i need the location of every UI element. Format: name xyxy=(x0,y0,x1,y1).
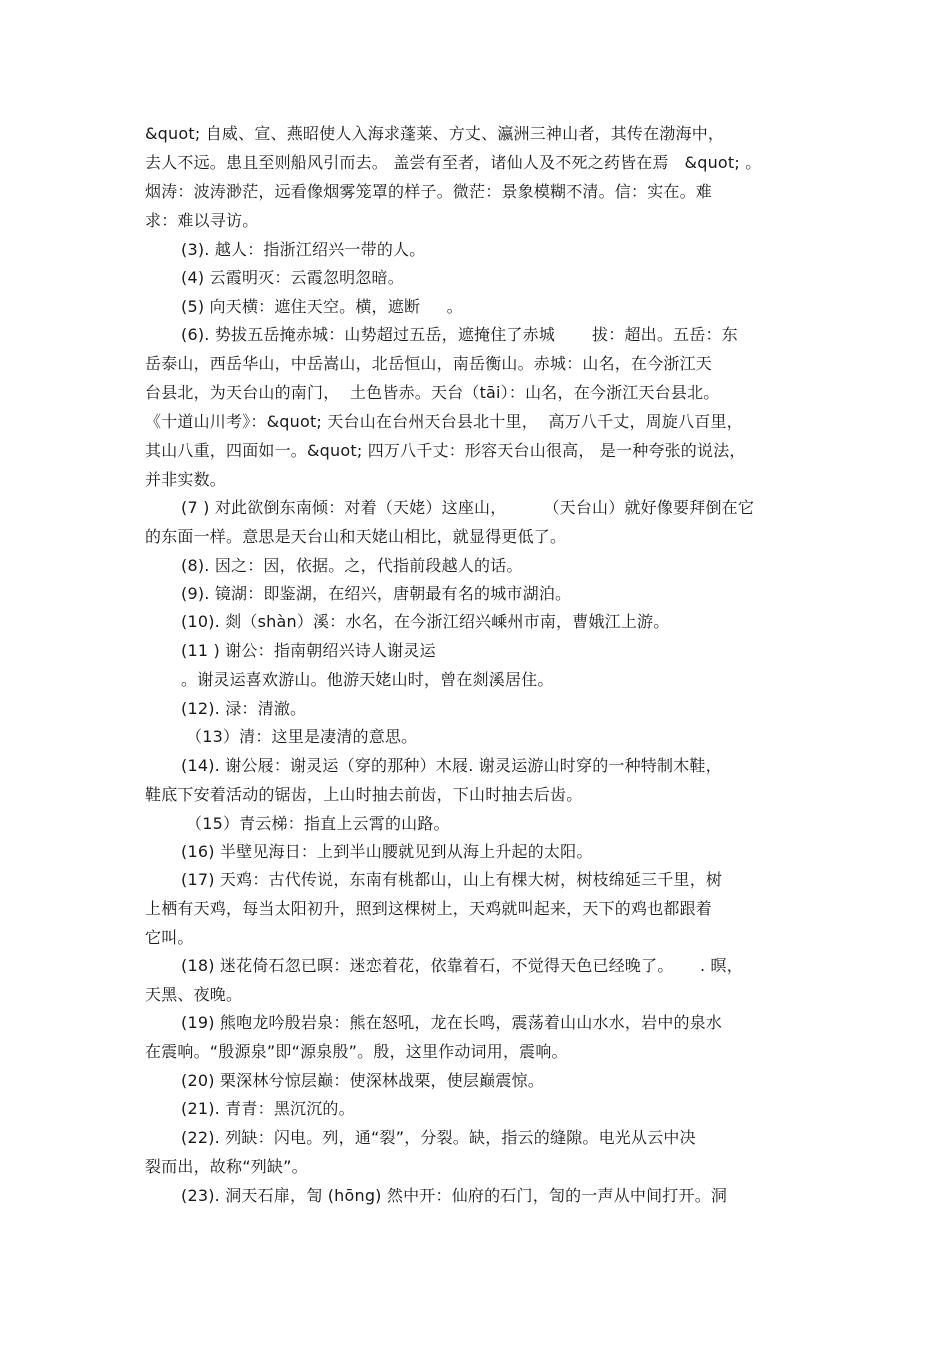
text-line: (21). 青青：黑沉沉的。 xyxy=(181,1099,355,1118)
text-line: 。谢灵运喜欢游山。他游天姥山时，曾在剡溪居住。 xyxy=(181,670,554,689)
text-line: 鞋底下安着活动的锯齿，上山时抽去前齿，下山时抽去后齿。 xyxy=(145,785,583,804)
text-line: (22). 列缺：闪电。列，通“裂”，分裂。缺，指云的缝隙。电光从云中决 xyxy=(181,1128,696,1147)
text-line: 天黑、夜晚。 xyxy=(145,985,243,1004)
text-line: 烟涛：波涛渺茫，远看像烟雾笼罩的样子。微茫：景象模糊不清。信：实在。难 xyxy=(145,182,713,201)
text-line: (7 ) 对此欲倒东南倾：对着（天姥）这座山， （天台山）就好像要拜倒在它 xyxy=(181,498,755,517)
text-line: 上栖有天鸡，每当太阳初升，照到这棵树上，天鸡就叫起来，天下的鸡也都跟着 xyxy=(145,899,713,918)
text-line: (11 ) 谢公：指南朝绍兴诗人谢灵运 xyxy=(181,641,436,660)
text-line: 它叫。 xyxy=(145,928,194,947)
text-line: (17) 天鸡：古代传说，东南有桃都山，山上有棵大树，树枝绵延三千里，树 xyxy=(181,870,723,889)
text-line: (6). 势拔五岳掩赤城：山势超过五岳，遮掩住了赤城 拔：超出。五岳：东 xyxy=(181,325,738,344)
text-line: 并非实数。 xyxy=(145,470,227,489)
text-line: 求：难以寻访。 xyxy=(145,211,259,230)
text-line: 《十道山川考》：&quot; 天台山在台州天台县北十里， 高万八千丈，周旋八百里， xyxy=(145,412,743,431)
text-line: (18) 迷花倚石忽已暝：迷恋着花，依靠着石，不觉得天色已经晚了。 . 暝， xyxy=(181,956,743,975)
text-line: (4) 云霞明灭：云霞忽明忽暗。 xyxy=(181,268,404,287)
text-line: (14). 谢公屐：谢灵运（穿的那种）木屐. 谢灵运游山时穿的一种特制木鞋， xyxy=(181,756,722,775)
text-line: (12). 渌：清澈。 xyxy=(181,699,307,718)
text-line: (20) 栗深林兮惊层巅：使深林战栗，使层巅震惊。 xyxy=(181,1071,544,1090)
text-line: 裂而出，故称“列缺”。 xyxy=(145,1157,308,1176)
text-line: &quot; 自威、宣、燕昭使人入海求蓬莱、方丈、瀛洲三神山者，其传在渤海中， xyxy=(145,124,725,143)
text-line: （15）青云梯：指直上云霄的山路。 xyxy=(186,814,450,833)
text-line: (3). 越人：指浙江绍兴一带的人。 xyxy=(181,240,426,259)
text-line: (9). 镜湖：即鉴湖，在绍兴，唐朝最有名的城市湖泊。 xyxy=(181,584,572,603)
text-line: 去人不远。患且至则船风引而去。 盖尝有至者，诸仙人及不死之药皆在焉 &quot; 。 xyxy=(145,153,762,172)
text-line: 其山八重，四面如一。&quot; 四万八千丈：形容天台山很高， 是一种夸张的说法， xyxy=(145,441,746,460)
text-line: （13）清：这里是凄清的意思。 xyxy=(186,727,418,746)
text-line: (10). 剡（shàn）溪：水名，在今浙江绍兴嵊州市南，曹娥江上游。 xyxy=(181,612,670,631)
text-line: 岳泰山，西岳华山，中岳嵩山，北岳恒山，南岳衡山。赤城：山名，在今浙江天 xyxy=(145,354,713,373)
text-line: (23). 洞天石扉，訇 (hōng) 然中开：仙府的石门，訇的一声从中间打开。洞 xyxy=(181,1186,728,1205)
text-line: (16) 半壁见海日：上到半山腰就见到从海上升起的太阳。 xyxy=(181,842,593,861)
text-line: 在震响。“殷源泉”即“源泉殷”。殷，这里作动词用，震响。 xyxy=(145,1042,568,1061)
text-line: (19) 熊咆龙吟殷岩泉：熊在怒吼，龙在长鸣，震荡着山山水水，岩中的泉水 xyxy=(181,1013,723,1032)
text-line: 的东面一样。意思是天台山和天姥山相比，就显得更低了。 xyxy=(145,527,567,546)
text-line: (5) 向天横：遮住天空。横，遮断 。 xyxy=(181,297,463,316)
text-line: 台县北，为天台山的南门， 土色皆赤。天台（tāi）：山名，在今浙江天台县北。 xyxy=(145,383,720,402)
text-line: (8). 因之：因，依据。之，代指前段越人的话。 xyxy=(181,556,523,575)
